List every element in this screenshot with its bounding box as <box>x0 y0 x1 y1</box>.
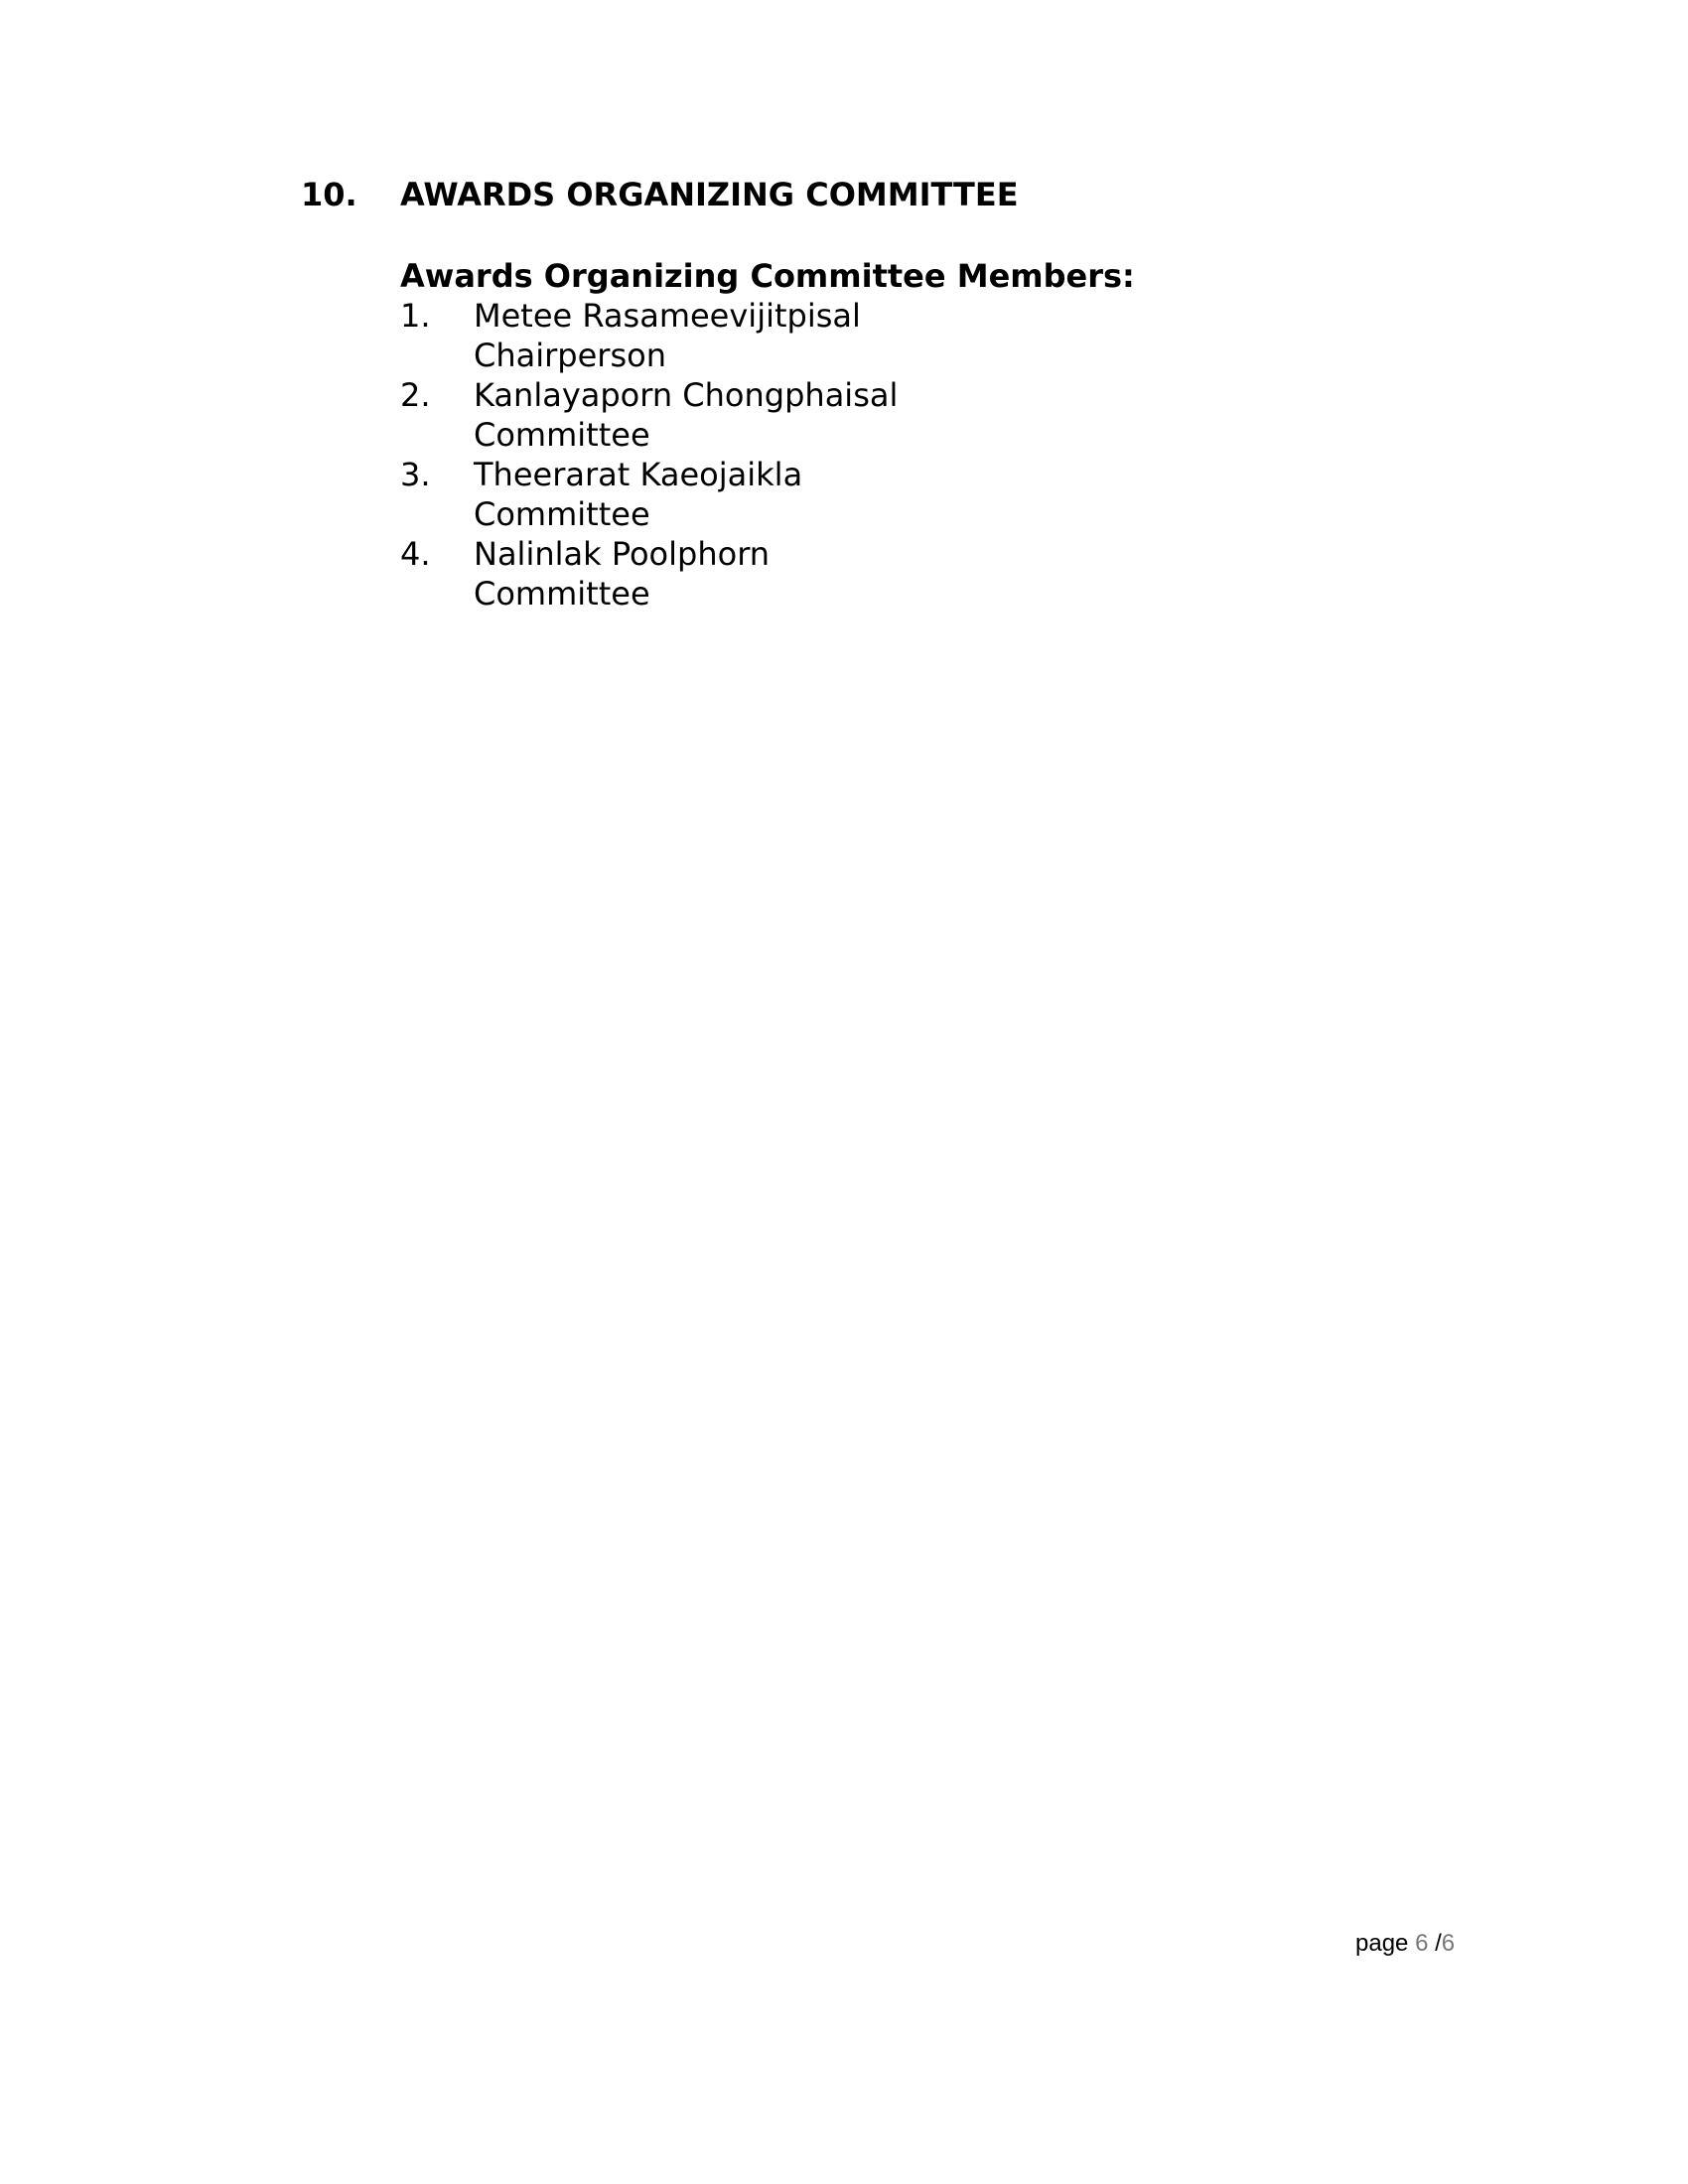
footer-label: page <box>1355 1930 1409 1957</box>
section-number: 10. <box>301 176 357 213</box>
member-number: 4. <box>400 535 431 573</box>
member-role: Chairperson <box>474 337 666 374</box>
member-name: Nalinlak Poolphorn <box>474 535 771 573</box>
footer-separator: / <box>1435 1930 1442 1957</box>
members-subheading: Awards Organizing Committee Members: <box>400 257 1135 295</box>
member-role: Committee <box>474 575 650 613</box>
member-number: 3. <box>400 456 431 493</box>
member-role: Committee <box>474 416 650 454</box>
footer-current-page: 6 <box>1415 1930 1429 1957</box>
footer-total-pages: 6 <box>1441 1930 1456 1957</box>
member-name: Theerarat Kaeojaikla <box>474 456 803 493</box>
page-footer <box>1355 1929 1455 1959</box>
member-name: Kanlayaporn Chongphaisal <box>474 376 899 414</box>
section-title: AWARDS ORGANIZING COMMITTEE <box>400 176 1019 213</box>
member-role: Committee <box>474 495 650 533</box>
member-number: 1. <box>400 297 431 335</box>
member-number: 2. <box>400 376 431 414</box>
member-name: Metee Rasameevijitpisal <box>474 297 861 335</box>
